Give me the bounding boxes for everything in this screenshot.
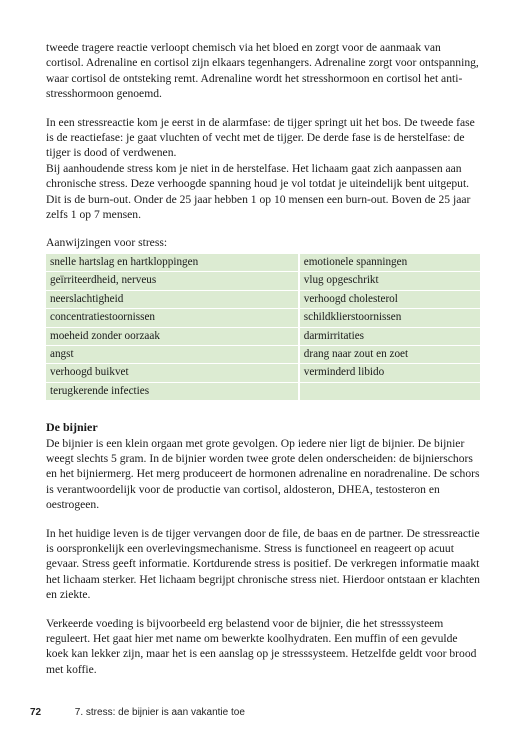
paragraph-stress-phases: In een stressreactie kom je eerst in de alarmfase: de tijger springt uit het bos. De tweede fase is de reactiefase: je gaat vluchten of vecht met de tijger. De derde fase is de herstelfase: de tijger is dood of verdwenen. xyxy=(46,115,475,160)
table-cell: schildklierstoornissen xyxy=(300,309,480,326)
stress-table-title: Aanwijzingen voor stress: xyxy=(46,236,168,250)
table-cell: verhoogd cholesterol xyxy=(300,291,480,308)
table-cell: darmirritaties xyxy=(300,328,480,345)
table-row xyxy=(46,364,480,381)
table-cell: moeheid zonder oorzaak xyxy=(46,328,300,345)
chapter-title: 7. stress: de bijnier is aan vakantie toe xyxy=(74,707,245,718)
table-cell: terugkerende infecties xyxy=(46,383,300,400)
table-cell: snelle hartslag en hartkloppingen xyxy=(46,254,300,271)
table-row xyxy=(46,383,480,400)
page-number: 72 xyxy=(30,707,42,718)
table-cell: geïrriteerdheid, nerveus xyxy=(46,272,300,289)
paragraph-bijnier: De bijnier is een klein orgaan met grote gevolgen. Op iedere nier ligt de bijnier. De bijnier weegt slechts 5 gram. In de bijnier worden twee grote delen onderscheiden: de bijnierschors en het bijniermerg. Het merg produceert de hormonen adrenaline en noradrenaline. De schors is verantwoordelijk voor de productie van cortisol, aldosteron, DHEA, testosteron en oestrogeen. xyxy=(46,436,480,512)
table-cell xyxy=(300,383,480,400)
paragraph-cortisol: tweede tragere reactie verloopt chemisch via het bloed en zorgt voor de aanmaak van cortisol. Adrenaline en cortisol zijn elkaars tegenhangers. Adrenaline zorgt voor ontspanning, waar cortisol de ontsteking remt. Adrenaline wordt het stresshormoon en cortisol het anti-stresshormoon genoemd. xyxy=(46,41,479,101)
table-row xyxy=(46,346,480,363)
stress-indicators-table xyxy=(46,253,480,401)
table-row xyxy=(46,309,480,326)
page-footer xyxy=(30,707,245,718)
table-cell: drang naar zout en zoet xyxy=(300,346,480,363)
table-cell: verminderd libido xyxy=(300,364,480,381)
paragraph-modern-stress: In het huidige leven is de tijger vervangen door de file, de baas en de partner. De stressreactie is oorspronkelijk een overlevingsmechanisme. Stress is functioneel en reageert op acuut gevaar. Stress geeft informatie. Kortdurende stress is positief. De verkregen informatie maakt het lichaam sterker. Het lichaam begrijpt chronische stress niet. Hierdoor ontstaan er klachten en ziekte. xyxy=(46,526,480,602)
paragraph-burnout: Bij aanhoudende stress kom je niet in de herstelfase. Het lichaam gaat zich aanpassen aan chronische stress. Deze verhoogde spanning houd je vol totdat je uiteindelijk bent uitgeput. Dit is de burn-out. Onder de 25 jaar hebben 1 op 10 mensen een burn-out. Boven de 25 jaar zelfs 1 op 7 mensen. xyxy=(46,161,471,222)
table-row xyxy=(46,272,480,289)
section-heading: De bijnier xyxy=(46,420,98,435)
table-cell: concentratiestoornissen xyxy=(46,309,300,326)
page-content xyxy=(46,40,480,690)
table-cell: vlug opgeschrikt xyxy=(300,272,480,289)
table-row xyxy=(46,328,480,345)
table-cell: angst xyxy=(46,346,300,363)
paragraph-voeding: Verkeerde voeding is bijvoorbeeld erg belastend voor de bijnier, die het stresssysteem reguleert. Het gaat hier met name om bewerkte koolhydraten. Een muffin of een gevulde koek kan lekker zijn, maar het is een aanslag op je stresssysteem. Hetzelfde geldt voor brood met koffie. xyxy=(46,616,477,676)
table-cell: neerslachtigheid xyxy=(46,291,300,308)
table-cell: verhoogd buikvet xyxy=(46,364,300,381)
table-row xyxy=(46,254,480,271)
table-row xyxy=(46,291,480,308)
table-cell: emotionele spanningen xyxy=(300,254,480,271)
